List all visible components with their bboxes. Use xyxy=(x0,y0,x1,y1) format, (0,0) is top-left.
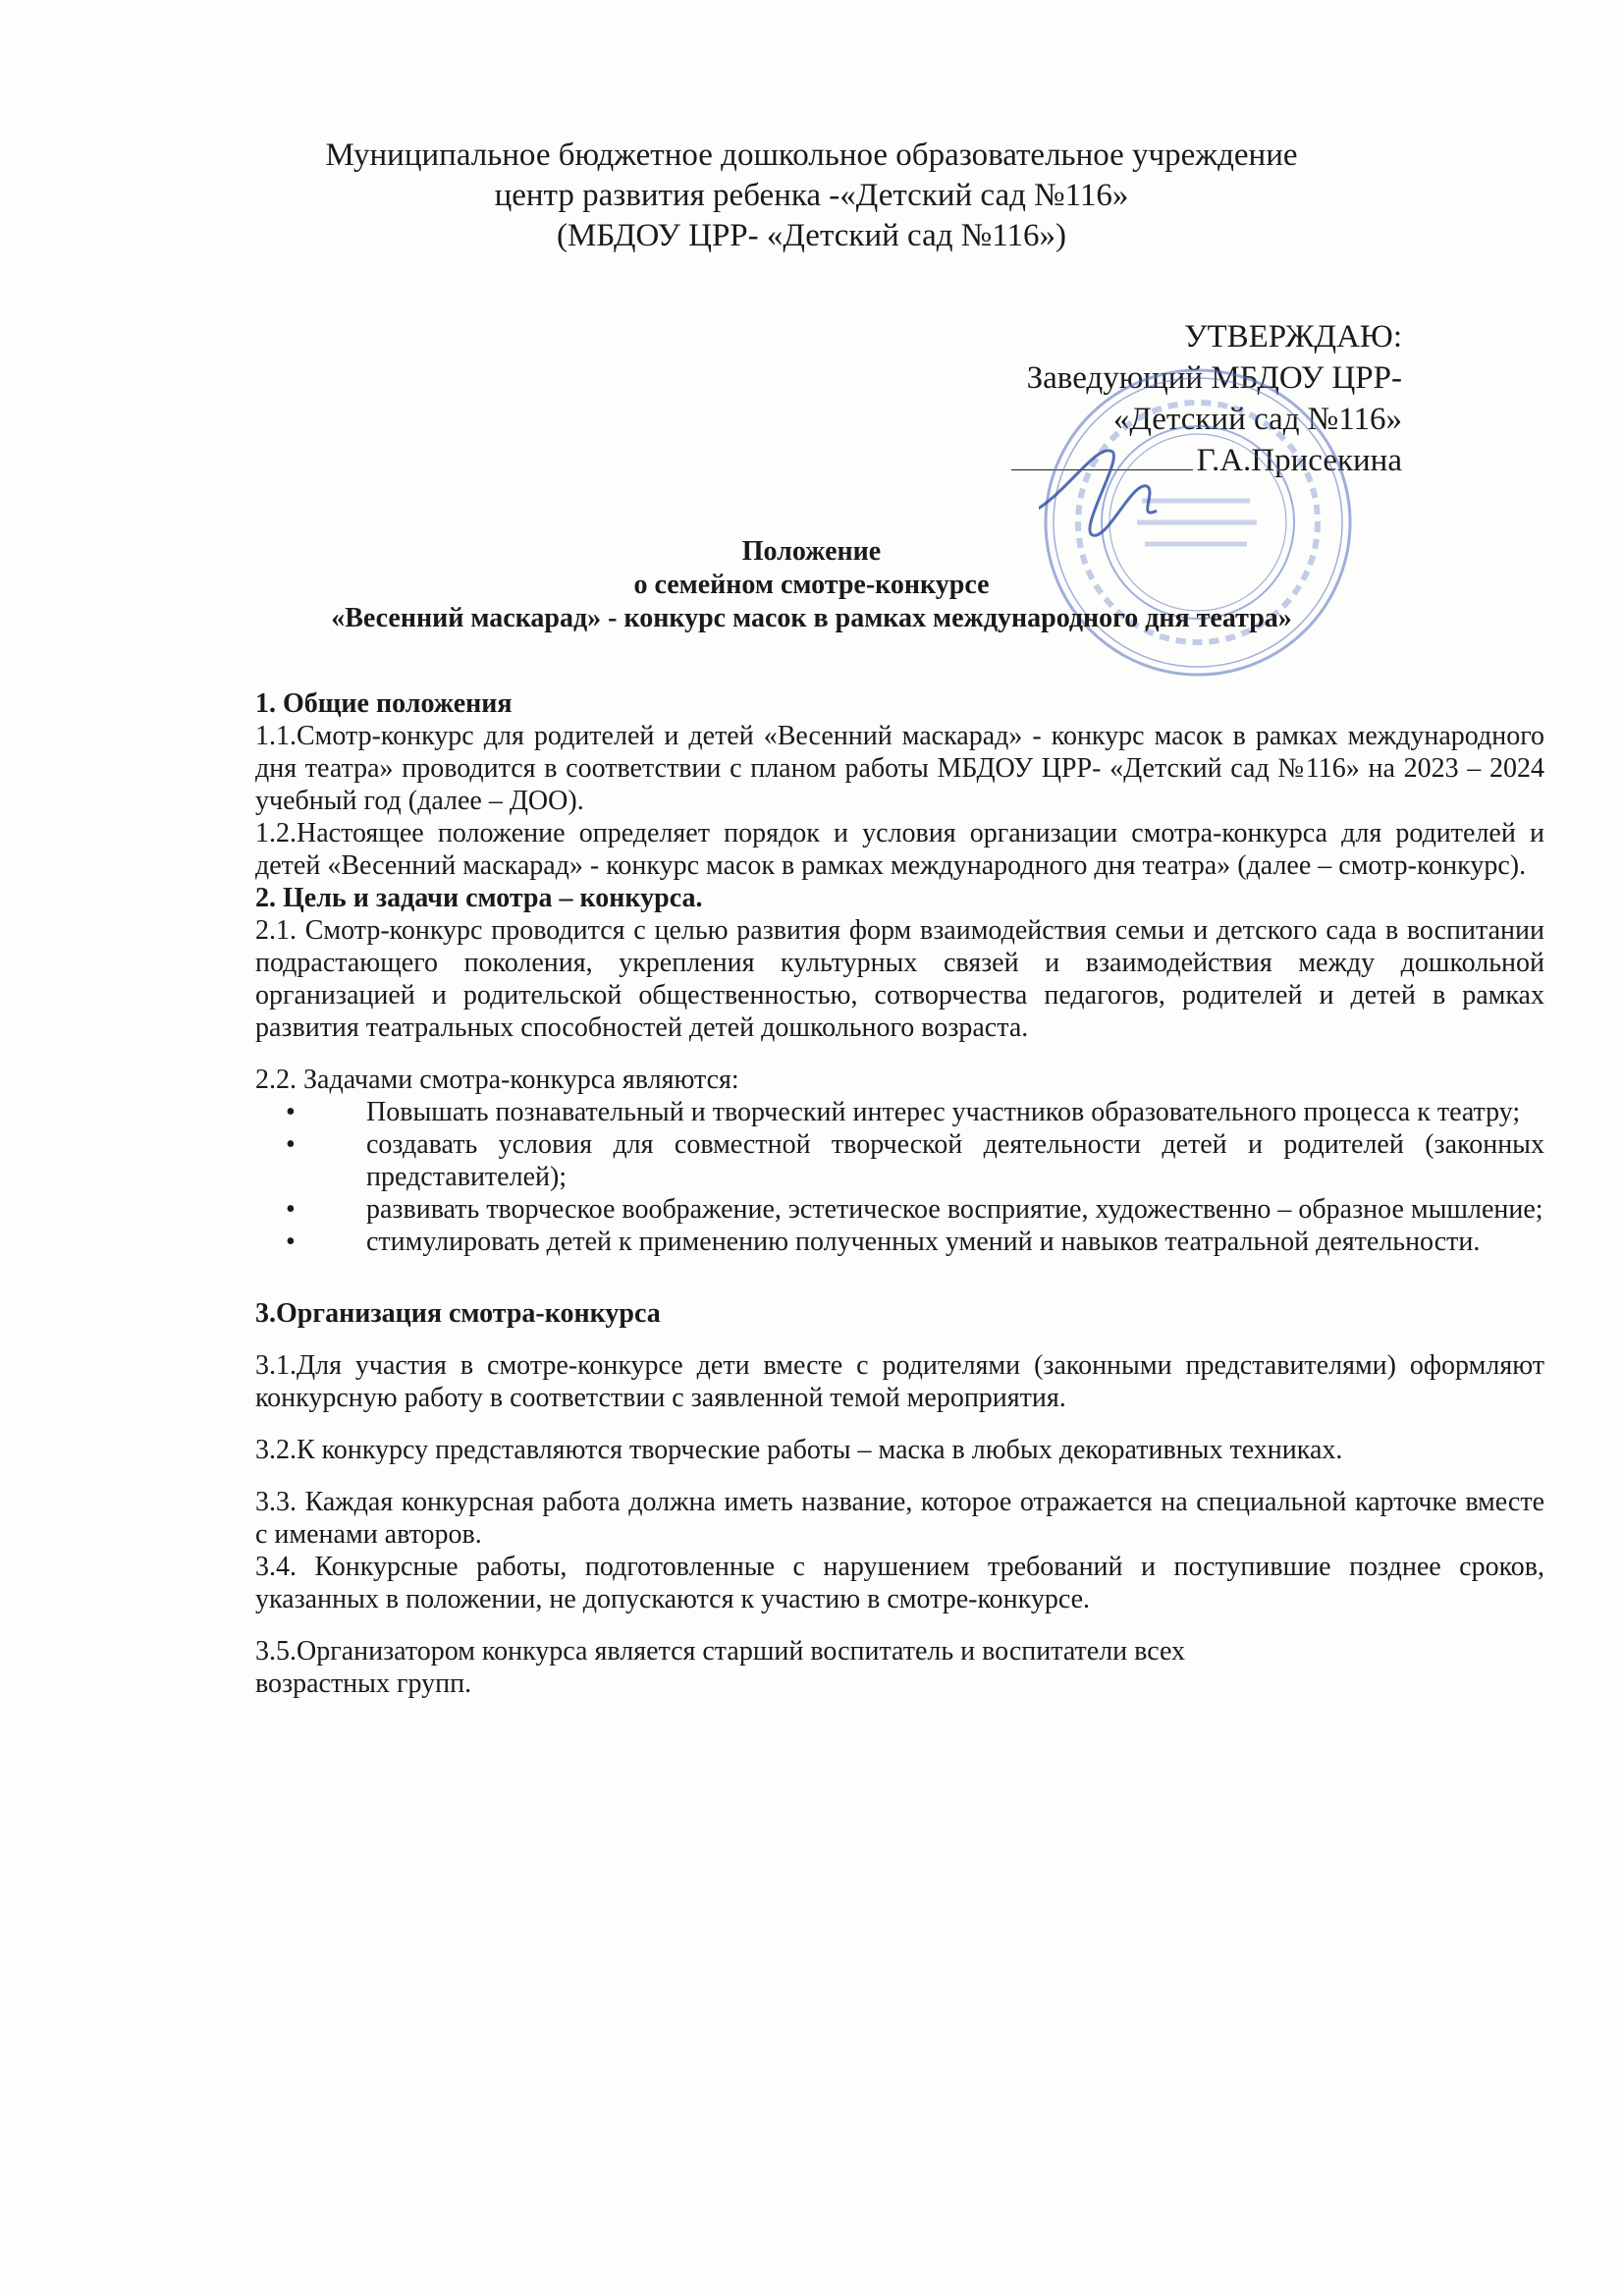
tasks-list xyxy=(255,1096,1544,1258)
list-item: • Повышать познавательный и творческий интерес участников образовательного процесса к театру; xyxy=(366,1096,1544,1128)
paragraph-3-5-line1: 3.5.Организатором конкурса является старший воспитатель и воспитатели всех xyxy=(255,1636,1186,1667)
paragraph-3-2: 3.2.К конкурсу представляются творческие работы – маска в любых декоративных техниках. xyxy=(255,1435,1343,1465)
approval-signer: Г.А.Присекина xyxy=(1196,443,1402,478)
approval-heading: УТВЕРЖДАЮ: xyxy=(1184,319,1402,355)
spacer xyxy=(255,1330,1544,1349)
paragraph-2-1: 2.1. Смотр-конкурс проводится с целью развития форм взаимодействия семьи и детского сада в воспитании подрастающего поколения, укрепления культурных связей и взаимодействия между дошкольной организацией и родительской общественностью, сотворчества педагогов, родителей и детей в рамках развития театральных способностей детей дошкольного возраста. xyxy=(255,915,1544,1043)
paragraph-3-3: 3.3. Каждая конкурсная работа должна иметь название, которое отражается на специальной карточке вместе с именами авторов. xyxy=(255,1487,1544,1550)
signature-underline xyxy=(1011,468,1193,470)
approval-signature-line xyxy=(852,440,1402,481)
paragraph-1-2: 1.2.Настоящее положение определяет порядок и условия организации смотра-конкурса для родителей и детей «Весенний маскарад» - конкурс масок в рамках международного дня театра» (далее – смотр-конкурс). xyxy=(255,818,1544,881)
list-item: • создавать условия для совместной творческой деятельности детей и родителей (законных представителей); xyxy=(366,1128,1544,1193)
title-line1: Положение xyxy=(741,536,882,567)
title-line3: «Весенний маскарад» - конкурс масок в рамках международного дня театра» xyxy=(331,603,1292,633)
paragraph-1-1: 1.1.Смотр-конкурс для родителей и детей «Весенний маскарад» - конкурс масок в рамках международного дня театра» проводится в соответствии с планом работы МБДОУ ЦРР- «Детский сад №116» на 2023 – 2024 учебный год (далее – ДОО). xyxy=(255,721,1544,816)
spacer xyxy=(255,1615,1544,1635)
org-name-line2: центр развития ребенка -«Детский сад №116» xyxy=(494,178,1129,213)
paragraph-3-1: 3.1.Для участия в смотре-конкурсе дети вместе с родителями (законными представителями) оформляют конкурсную работу в соответствии с заявленной темой мероприятия. xyxy=(255,1350,1544,1413)
approval-organization: «Детский сад №116» xyxy=(1112,402,1402,437)
approval-block xyxy=(852,316,1402,481)
section3-heading: 3.Организация смотра-конкурса xyxy=(255,1298,661,1329)
paragraph-2-2: 2.2. Задачами смотра-конкурса являются: xyxy=(255,1065,739,1095)
spacer xyxy=(255,1414,1544,1434)
paragraph-3-5-line2: возрастных групп. xyxy=(255,1668,472,1699)
org-abbreviation: (МБДОУ ЦРР- «Детский сад №116») xyxy=(556,218,1067,253)
spacer xyxy=(255,1258,1544,1297)
approval-position: Заведующий МБДОУ ЦРР- xyxy=(1026,360,1402,396)
spacer xyxy=(255,1466,1544,1486)
document-title xyxy=(0,535,1623,635)
organization-header xyxy=(0,136,1623,256)
section1-heading: 1. Общие положения xyxy=(255,688,513,719)
title-line2: о семейном смотре-конкурсе xyxy=(633,570,990,600)
org-name-line1: Муниципальное бюджетное дошкольное образовательное учреждение xyxy=(325,137,1298,173)
paragraph-3-4: 3.4. Конкурсные работы, подготовленные с нарушением требований и поступившие позднее сроков, указанных в положении, не допускаются к участию в смотре-конкурсе. xyxy=(255,1552,1544,1614)
list-item: • развивать творческое воображение, эстетическое восприятие, художественно – образное мышление; xyxy=(366,1193,1544,1226)
spacer xyxy=(255,1044,1544,1064)
document-body xyxy=(255,687,1544,1700)
paragraph-3-5 xyxy=(255,1635,1544,1700)
list-item: • стимулировать детей к применению полученных умений и навыков театральной деятельности. xyxy=(366,1226,1544,1258)
section2-heading: 2. Цель и задачи смотра – конкурса. xyxy=(255,883,703,913)
